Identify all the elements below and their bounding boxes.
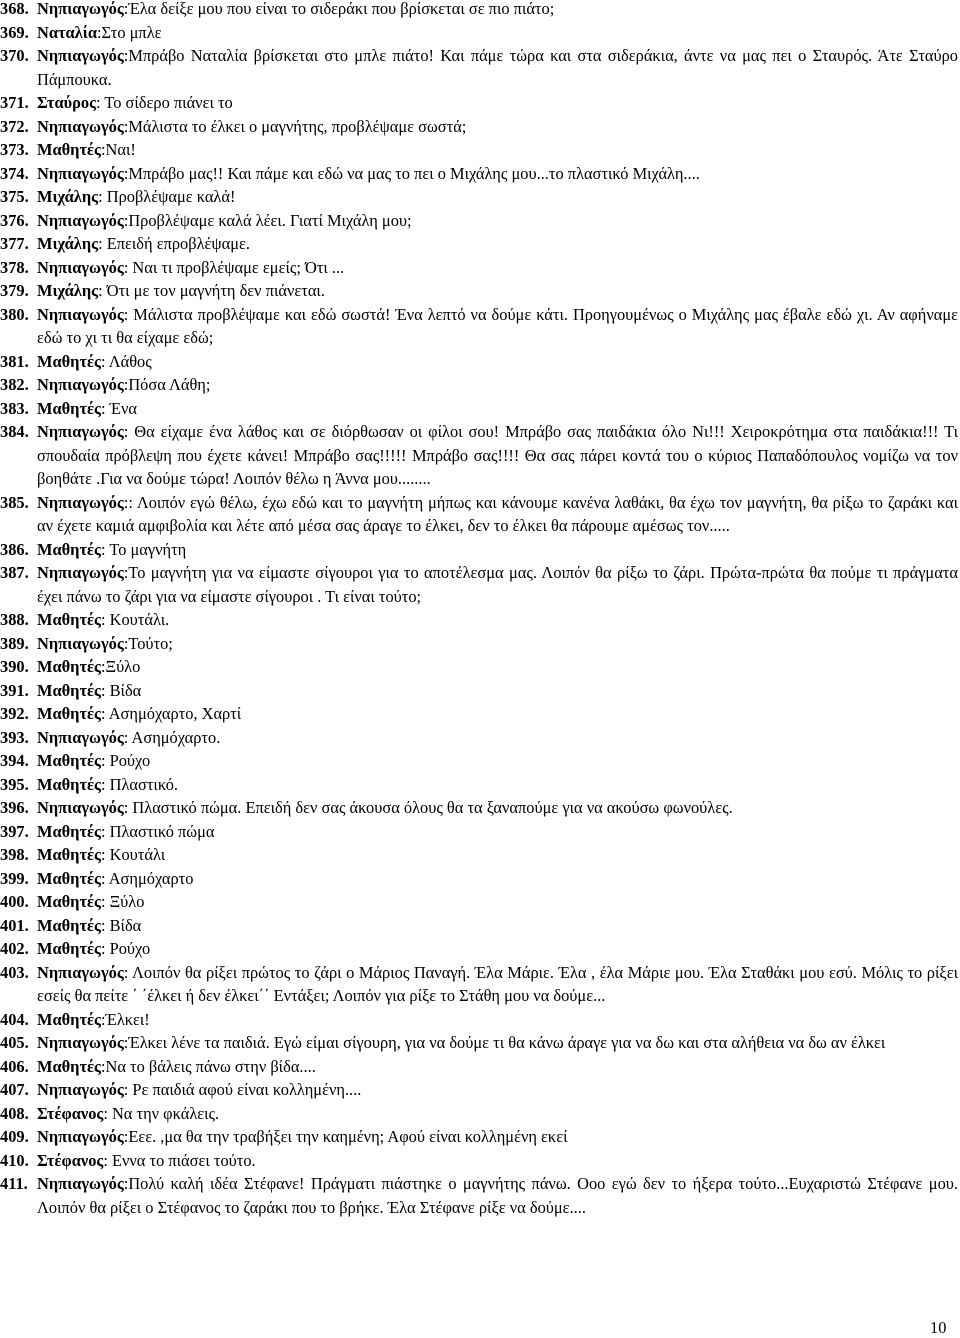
speaker-name: Στέφανος	[37, 1103, 104, 1123]
transcript-line	[0, 232, 960, 256]
transcript-line	[0, 491, 960, 538]
line-number: 405.	[0, 1033, 29, 1052]
line-number: 383.	[0, 398, 29, 418]
utterance-text: : Ναι τι προβλέψαμε εμείς; Ότι ...	[123, 257, 345, 277]
line-number: 386.	[0, 539, 29, 559]
speaker-name: Νηπιαγωγός	[37, 116, 124, 136]
speaker-name: Νηπιαγωγός	[37, 492, 124, 512]
speaker-name: Μαθητές	[37, 751, 101, 770]
utterance-text: : Πλαστικό.	[100, 774, 179, 794]
utterance-text: : Ξύλο	[100, 892, 145, 911]
line-number: 387.	[0, 563, 29, 582]
line-number: 408.	[0, 1103, 29, 1123]
speaker-name: Νηπιαγωγός	[37, 0, 124, 18]
transcript-line	[0, 655, 960, 679]
transcript-line	[0, 702, 960, 726]
transcript-line	[0, 773, 960, 797]
line-number: 398.	[0, 845, 29, 864]
page-number: 10	[930, 1318, 947, 1337]
speaker-name: Νηπιαγωγός	[37, 1174, 124, 1193]
utterance-text: : Ασημόχαρτο, Χαρτί	[100, 704, 242, 723]
line-number: 375.	[0, 187, 29, 206]
line-number: 407.	[0, 1080, 29, 1099]
line-number: 409.	[0, 1127, 29, 1146]
speaker-name: Νηπιαγωγός	[37, 798, 124, 817]
transcript-line	[0, 1149, 960, 1173]
utterance-text: :Μάλιστα το έλκει ο μαγνήτης, προβλέψαμε σωστά;	[123, 116, 467, 136]
transcript-line	[0, 961, 960, 1008]
speaker-name: Νηπιαγωγός	[37, 422, 124, 441]
utterance-text: :Τούτο;	[123, 633, 173, 653]
line-number: 370.	[0, 46, 29, 65]
line-number: 381.	[0, 351, 29, 371]
transcript-line	[0, 1055, 960, 1079]
transcript-line	[0, 91, 960, 115]
utterance-text: : Ρούχο	[100, 751, 151, 770]
line-number: 376.	[0, 210, 29, 230]
utterance-text: : Λάθος	[100, 351, 152, 371]
utterance-text: : Επειδή επροβλέψαμε.	[98, 234, 251, 253]
utterance-text: : Πλαστικό πώμα. Επειδή δεν σας άκουσα όλους θα τα ξαναπούμε για να ακούσω φωνούλες.	[123, 798, 733, 817]
utterance-text: :Το μαγνήτη για να είμαστε σίγουροι για το αποτέλεσμα μας. Λοιπόν θα ρίξω το ζάρι. Πρώτα-πρώτα θα πούμε τι πράγματα έχει πάνω το ζάρι για να είμαστε σίγουροι . Τι είναι τούτο;	[37, 563, 958, 606]
line-number: 411.	[0, 1174, 28, 1193]
transcript-line	[0, 608, 960, 632]
line-number: 410.	[0, 1150, 29, 1170]
utterance-text: : Ένα	[100, 398, 137, 418]
speaker-name: Μαθητές	[37, 892, 101, 911]
utterance-text: :Έλα δείξε μου που είναι το σιδεράκι που βρίσκεται σε πιο πιάτο;	[123, 0, 555, 18]
speaker-name: Νηπιαγωγός	[37, 304, 124, 324]
line-number: 394.	[0, 751, 29, 770]
speaker-name: Μιχάλης	[37, 187, 99, 206]
transcript-line	[0, 115, 960, 139]
transcript-line	[0, 185, 960, 209]
line-number: 402.	[0, 939, 29, 958]
line-number: 390.	[0, 657, 29, 676]
line-number: 368.	[0, 0, 29, 18]
speaker-name: Νηπιαγωγός	[37, 46, 124, 65]
utterance-text: :Προβλέψαμε καλά λέει. Γιατί Μιχάλη μου;	[123, 210, 412, 230]
utterance-text: : Πλαστικό πώμα	[100, 821, 215, 841]
utterance-text: : Λοιπόν θα ρίξει πρώτος το ζάρι ο Μάριος Παναγή. Έλα Μάριε. Έλα , έλα Μάριε μου. Έλα Σταθάκι μου εσύ. Μόλις το ρίξει εσείς θα πείτε ΄ ΄έλκει ή δεν έλκει΄΄ Εντάξει; Λοιπόν για ρίξε το Στάθη μου να δούμε...	[37, 962, 958, 1005]
speaker-name: Ναταλία	[37, 22, 97, 42]
speaker-name: Νηπιαγωγός	[37, 727, 124, 747]
transcript-line	[0, 21, 960, 45]
utterance-text: :Ναι!	[100, 140, 136, 159]
transcript-line	[0, 843, 960, 867]
transcript-line	[0, 890, 960, 914]
speaker-name: Νηπιαγωγός	[37, 962, 124, 982]
utterance-text: : Το μαγνήτη	[100, 539, 187, 559]
transcript-line	[0, 1078, 960, 1102]
speaker-name: Μαθητές	[37, 939, 101, 958]
utterance-text: : Προβλέψαμε καλά!	[98, 187, 236, 206]
transcript-line	[0, 138, 960, 162]
transcript-line	[0, 373, 960, 397]
speaker-name: Μαθητές	[37, 845, 101, 864]
speaker-name: Νηπιαγωγός	[37, 1127, 124, 1146]
speaker-name: Μαθητές	[37, 774, 101, 794]
line-number: 382.	[0, 375, 29, 394]
utterance-text: : Μάλιστα προβλέψαμε και εδώ σωστά! Ένα λεπτό να δούμε κάτι. Προηγουμένως ο Μιχάλης μας έβαλε εδώ χι. Αν αφήναμε εδώ το χι τι θα είχαμε εδώ;	[37, 304, 958, 347]
utterance-text: : Ασημόχαρτο	[100, 868, 194, 888]
line-number: 388.	[0, 610, 29, 629]
line-number: 379.	[0, 281, 29, 300]
line-number: 403.	[0, 962, 29, 982]
transcript-line	[0, 209, 960, 233]
line-number: 389.	[0, 633, 29, 653]
transcript-line	[0, 303, 960, 350]
utterance-text: : Θα είχαμε ένα λάθος και σε διόρθωσαν οι φίλοι σου! Μπράβο σας παιδάκια όλο Νι!!! Χειροκρότημα στα παιδάκια!!! Τι σπουδαία πρόβλεψη που έχετε κάνει! Μπράβο σας!!!!! Μπράβο σας!!!! Θα σας πάρει κοντά του ο κύριος Παπαδόπουλος νομίζω να τον βοηθάτε .Για να δούμε τώρα! Λοιπόν θέλω η Άννα μου........	[37, 422, 958, 488]
line-number: 369.	[0, 22, 29, 42]
line-number: 384.	[0, 422, 29, 441]
utterance-text: :Στο μπλε	[96, 22, 162, 42]
transcript-line	[0, 820, 960, 844]
utterance-text: : Να την φκάλεις.	[103, 1103, 220, 1123]
line-number: 397.	[0, 821, 29, 841]
transcript-line	[0, 350, 960, 374]
line-number: 392.	[0, 704, 29, 723]
speaker-name: Μαθητές	[37, 539, 101, 559]
transcript-line	[0, 1102, 960, 1126]
utterance-text: : Ασημόχαρτο.	[123, 727, 221, 747]
speaker-name: Μαθητές	[37, 704, 101, 723]
line-number: 374.	[0, 163, 29, 183]
speaker-name: Μαθητές	[37, 868, 101, 888]
line-number: 372.	[0, 116, 29, 136]
speaker-name: Μαθητές	[37, 398, 101, 418]
utterance-text: :Έλκει!	[100, 1009, 150, 1029]
transcript-line	[0, 867, 960, 891]
transcript-line	[0, 1031, 960, 1055]
line-number: 373.	[0, 140, 29, 159]
utterance-text: :Ξύλο	[100, 657, 141, 676]
line-number: 377.	[0, 234, 29, 253]
utterance-text: : Βίδα	[100, 915, 142, 935]
utterance-text: : Κουτάλι.	[100, 610, 170, 629]
speaker-name: Μαθητές	[37, 1009, 101, 1029]
utterance-text: :Να το βάλεις πάνω στην βίδα....	[100, 1056, 316, 1076]
utterance-text: : Εννα το πιάσει τούτο.	[103, 1150, 256, 1170]
line-number: 396.	[0, 798, 29, 817]
speaker-name: Μαθητές	[37, 657, 101, 676]
line-number: 399.	[0, 868, 29, 888]
transcript-line	[0, 679, 960, 703]
speaker-name: Μαθητές	[37, 915, 101, 935]
speaker-name: Νηπιαγωγός	[37, 375, 124, 394]
speaker-name: Νηπιαγωγός	[37, 210, 124, 230]
transcript-line	[0, 397, 960, 421]
line-number: 391.	[0, 680, 29, 700]
utterance-text: :Μπράβο μας!! Και πάμε και εδώ να μας το πει ο Μιχάλης μου...το πλαστικό Μιχάλη....	[123, 163, 700, 183]
speaker-name: Μαθητές	[37, 1056, 101, 1076]
utterance-text: : Ρε παιδιά αφού είναι κολλημένη....	[123, 1080, 362, 1099]
speaker-name: Νηπιαγωγός	[37, 163, 124, 183]
transcript-line	[0, 256, 960, 280]
transcript-line	[0, 1172, 960, 1219]
transcript-line	[0, 0, 960, 21]
transcript-line	[0, 420, 960, 491]
transcript-line	[0, 914, 960, 938]
speaker-name: Σταύρος	[37, 93, 97, 112]
speaker-name: Νηπιαγωγός	[37, 1080, 124, 1099]
utterance-text: : Το σίδερο πιάνει το	[96, 93, 233, 112]
speaker-name: Μαθητές	[37, 680, 101, 700]
transcript-line	[0, 726, 960, 750]
utterance-text: :Εεε. ,μα θα την τραβήξει την καημένη; Αφού είναι κολλημένη εκεί	[123, 1127, 568, 1146]
line-number: 404.	[0, 1009, 29, 1029]
transcript-line	[0, 796, 960, 820]
speaker-name: Μιχάλης	[37, 281, 99, 300]
utterance-text: :Έλκει λένε τα παιδιά. Εγώ είμαι σίγουρη, για να δούμε τι θα κάνω άραγε για να δω και στα αλήθεια να δω αν έλκει	[123, 1033, 886, 1052]
speaker-name: Μαθητές	[37, 140, 101, 159]
transcript-line	[0, 632, 960, 656]
utterance-text: : Ρούχο	[100, 939, 151, 958]
speaker-name: Νηπιαγωγός	[37, 633, 124, 653]
speaker-name: Νηπιαγωγός	[37, 563, 124, 582]
utterance-text: :Μπράβο Ναταλία βρίσκεται στο μπλε πιάτο! Και πάμε τώρα και στα σιδεράκια, άντε να μας πει ο Σταυρός. Άτε Σταύρο Πάμπουκα.	[37, 46, 958, 89]
transcript-line	[0, 279, 960, 303]
line-number: 378.	[0, 257, 29, 277]
line-number: 371.	[0, 93, 29, 112]
transcript-line	[0, 561, 960, 608]
line-number: 380.	[0, 304, 29, 324]
line-number: 406.	[0, 1056, 29, 1076]
transcript-line	[0, 749, 960, 773]
transcript-line	[0, 1125, 960, 1149]
speaker-name: Νηπιαγωγός	[37, 257, 124, 277]
line-number: 395.	[0, 774, 29, 794]
line-number: 393.	[0, 727, 29, 747]
speaker-name: Νηπιαγωγός	[37, 1033, 124, 1052]
line-number: 400.	[0, 892, 29, 911]
line-number: 385.	[0, 492, 29, 512]
transcript-line	[0, 162, 960, 186]
transcript-line	[0, 937, 960, 961]
utterance-text: : Βίδα	[100, 680, 142, 700]
utterance-text: : Κουτάλι	[100, 845, 166, 864]
transcript-line	[0, 44, 960, 91]
utterance-text: :: Λοιπόν εγώ θέλω, έχω εδώ και το μαγνήτη μήπως και κάνουμε κανένα λαθάκι, θα έχω τον μαγνήτη, θα ρίξω το ζαράκι και αν έχετε καμιά αμφιβολία και λέτε από μέσα σας άραγε το έλκει, δεν το έλκει θα πάρουμε αμέσως τον.....	[37, 492, 958, 535]
utterance-text: :Πόσα Λάθη;	[123, 375, 211, 394]
transcript-line	[0, 1008, 960, 1032]
speaker-name: Μαθητές	[37, 821, 101, 841]
speaker-name: Μαθητές	[37, 351, 101, 371]
utterance-text: :Πολύ καλή ιδέα Στέφανε! Πράγματι πιάστηκε ο μαγνήτης πάνω. Οοο εγώ δεν το ήξερα τούτο...Ευχαριστώ Στέφανε μου. Λοιπόν θα ρίξει ο Στέφανος το ζαράκι που το βρήκε. Έλα Στέφανε ρίξε να δούμε....	[37, 1174, 958, 1217]
utterance-text: : Ότι με τον μαγνήτη δεν πιάνεται.	[98, 281, 325, 300]
speaker-name: Μαθητές	[37, 610, 101, 629]
speaker-name: Μιχάλης	[37, 234, 99, 253]
speaker-name: Στέφανος	[37, 1150, 104, 1170]
line-number: 401.	[0, 915, 29, 935]
transcript-line	[0, 538, 960, 562]
